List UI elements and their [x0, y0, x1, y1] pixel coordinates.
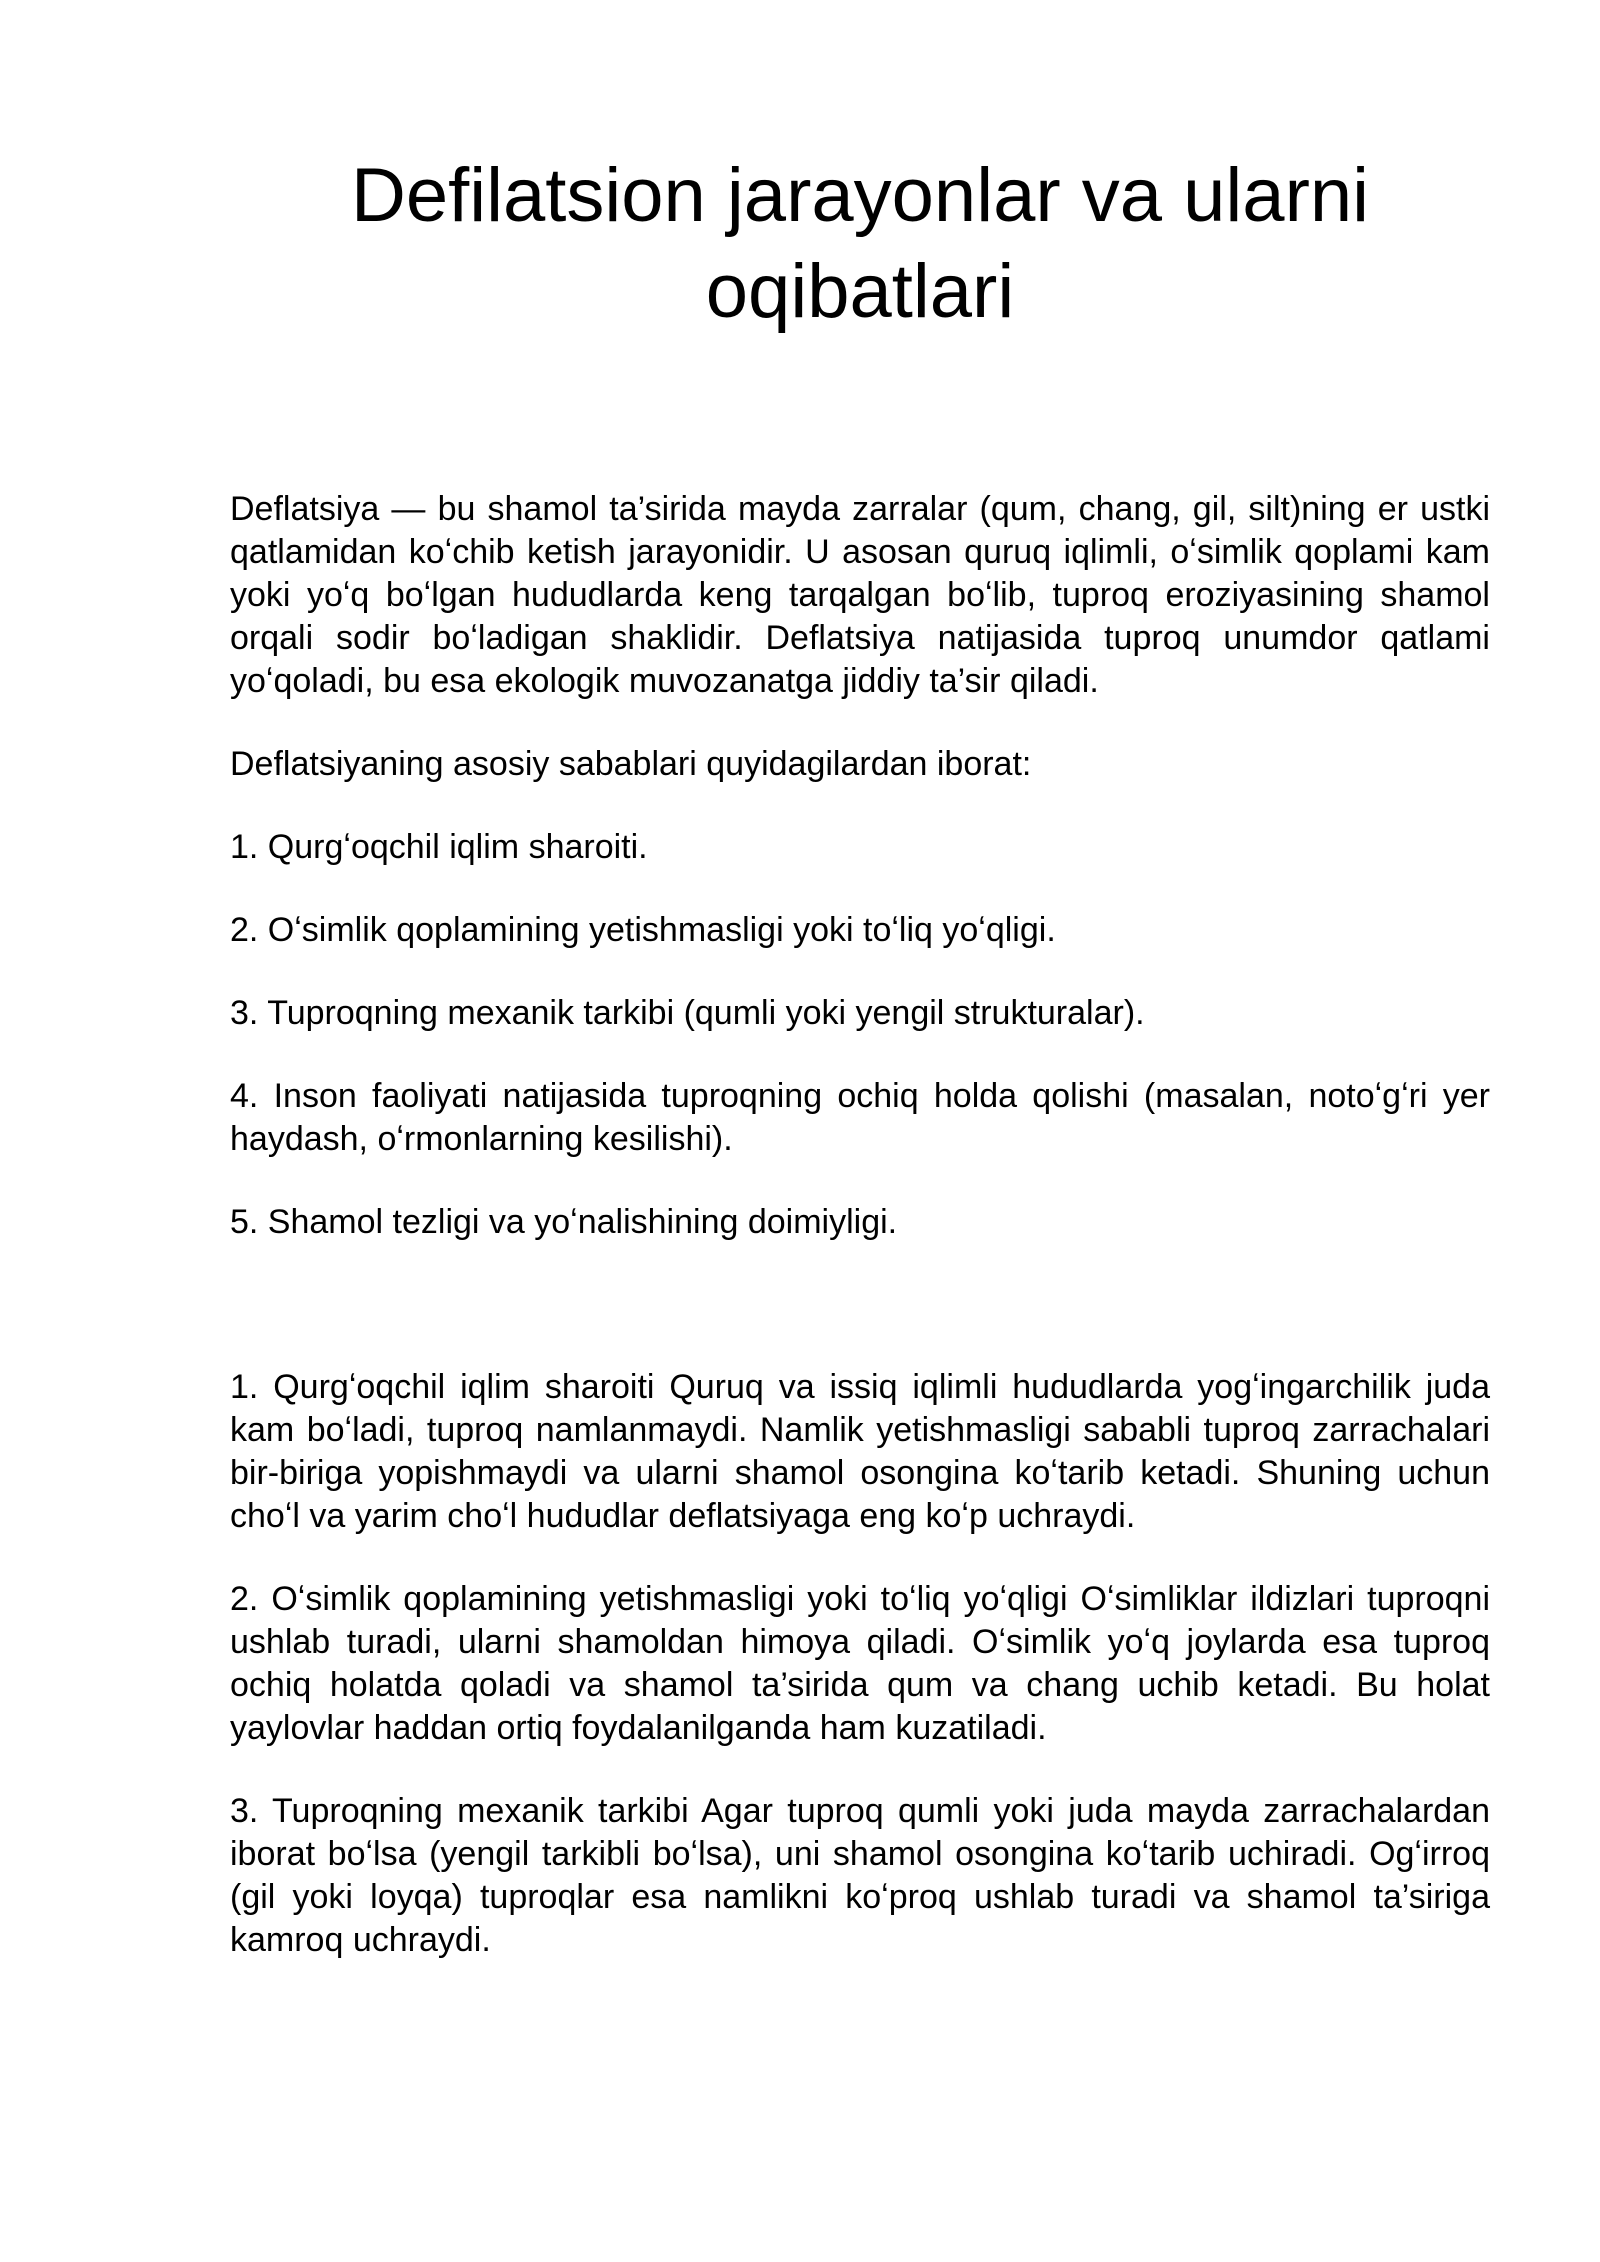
cause-item: 5. Shamol tezligi va yoʻnalishining doimiyligi.: [230, 1203, 898, 1241]
cause-item: 4. Inson faoliyati natijasida tuproqning ochiq holda qolishi (masalan, notoʻgʻri yer haydash, oʻrmonlarning kesilishi).: [230, 1077, 1490, 1158]
cause-item: 3. Tuproqning mexanik tarkibi (qumli yoki yengil strukturalar).: [230, 994, 1145, 1032]
document-title: Defilatsion jarayonlar va ularni oqibatlari: [350, 153, 1370, 334]
cause-item: 1. Qurgʻoqchil iqlim sharoiti.: [230, 828, 648, 866]
detail-paragraph: 2. Oʻsimlik qoplamining yetishmasligi yoki toʻliq yoʻqligi Oʻsimliklar ildizlari tuproqni ushlab turadi, ularni shamoldan himoya qiladi. Oʻsimlik yoʻq joylarda esa tuproq ochiq holatda qoladi va shamol ta’sirida qum va chang uchib ketadi. Bu holat yaylovlar haddan ortiq foydalanilganda ham kuzatiladi.: [230, 1580, 1490, 1747]
document-body: [230, 488, 1490, 2002]
detail-paragraph: 1. Qurgʻoqchil iqlim sharoiti Quruq va issiq iqlimli hududlarda yogʻingarchilik juda kam boʻladi, tuproq namlanmaydi. Namlik yetishmasligi sababli tuproq zarrachalari bir-biriga yopishmaydi va ularni shamol osongina koʻtarib ketadi. Shuning uchun choʻl va yarim choʻl hududlar deflatsiyaga eng koʻp uchraydi.: [230, 1368, 1490, 1535]
cause-item: 2. Oʻsimlik qoplamining yetishmasligi yoki toʻliq yoʻqligi.: [230, 911, 1056, 949]
detail-paragraph: 3. Tuproqning mexanik tarkibi Agar tuproq qumli yoki juda mayda zarrachalardan iborat boʻlsa (yengil tarkibli boʻlsa), uni shamol osongina koʻtarib uchiradi. Ogʻirroq (gil yoki loyqa) tuproqlar esa namlikni koʻproq ushlab turadi va shamol ta’siriga kamroq uchraydi.: [230, 1792, 1490, 1959]
intro-paragraph: Deflatsiya — bu shamol ta’sirida mayda zarralar (qum, chang, gil, silt)ning er ustki qatlamidan koʻchib ketish jarayonidir. U asosan quruq iqlimli, oʻsimlik qoplami kam yoki yoʻq boʻlgan hududlarda keng tarqalgan boʻlib, tuproq eroziyasining shamol orqali sodir boʻladigan shaklidir. Deflatsiya natijasida tuproq unumdor qatlami yoʻqoladi, bu esa ekologik muvozanatga jiddiy ta’sir qiladi.: [230, 490, 1490, 700]
causes-heading: Deflatsiyaning asosiy sabablari quyidagilardan iborat:: [230, 745, 1032, 783]
section-spacer: [230, 1284, 1490, 1366]
